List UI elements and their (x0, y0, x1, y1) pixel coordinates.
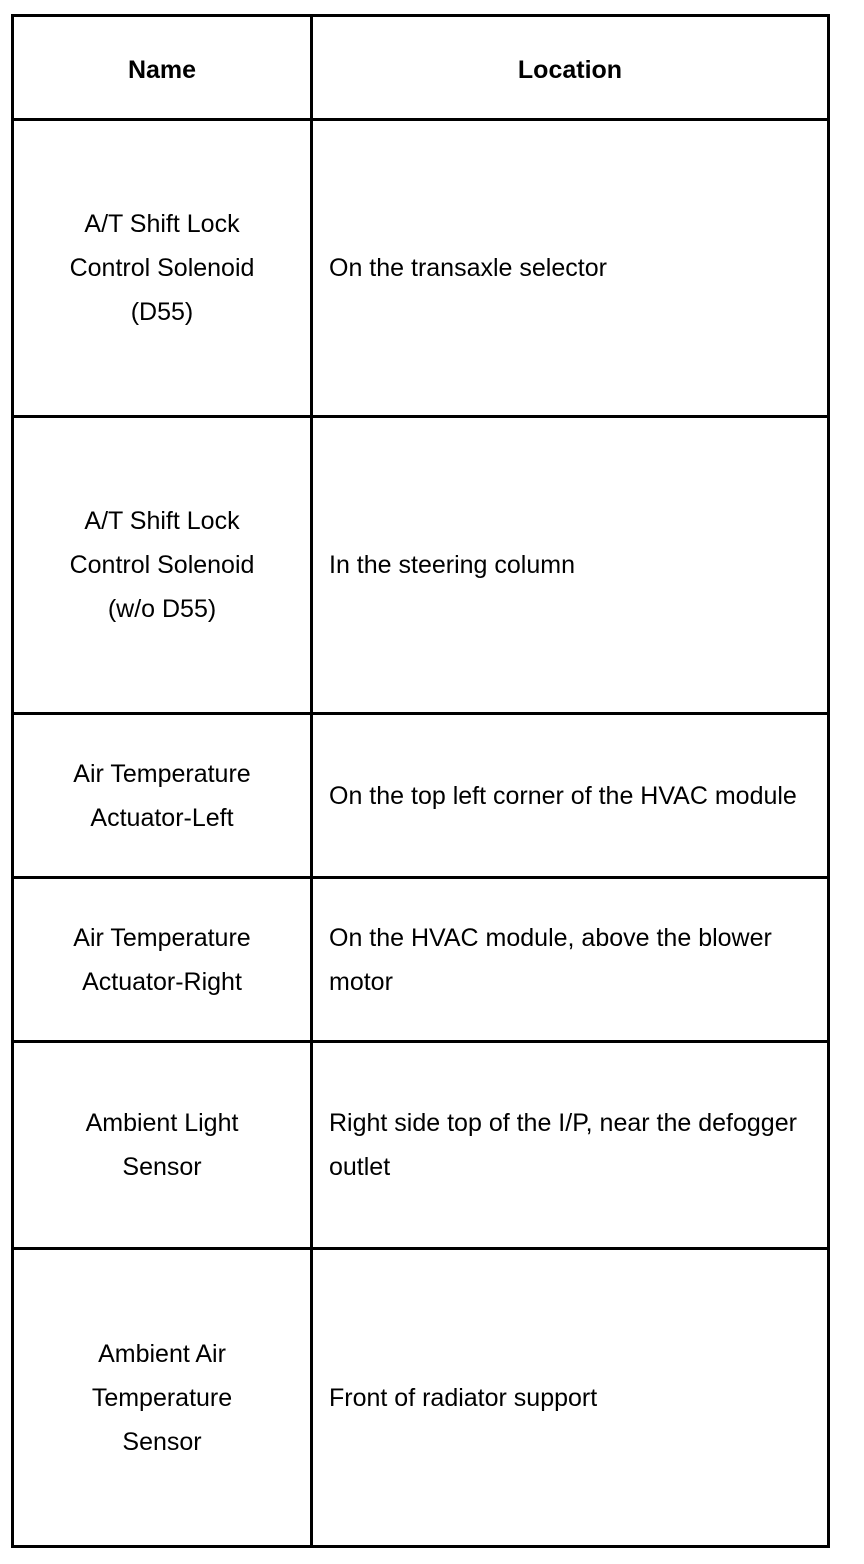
name-cell (13, 417, 312, 714)
location-cell: Front of radiator support (312, 1249, 829, 1547)
name-cell (13, 1249, 312, 1547)
name-line: A/T Shift Lock (84, 210, 240, 238)
header-location: Location (312, 16, 829, 120)
name-line: Ambient Air (98, 1339, 226, 1368)
table-row (13, 878, 829, 1042)
name-cell (13, 1042, 312, 1249)
table-header-row (13, 16, 829, 120)
name-line: Control Solenoid (69, 254, 255, 282)
table-row (13, 714, 829, 878)
name-line: Actuator-Right (82, 967, 242, 996)
table-row (13, 417, 829, 714)
location-cell: Right side top of the I/P, near the defogger outlet (312, 1042, 829, 1249)
name-line: Actuator-Left (90, 803, 234, 832)
name-line: Air Temperature (73, 759, 251, 788)
name-line: Control Solenoid (69, 551, 255, 579)
name-line: Temperature (91, 1383, 233, 1412)
location-cell: On the transaxle selector (312, 120, 829, 417)
name-line: Sensor (122, 1427, 202, 1456)
component-location-table (11, 14, 830, 1548)
name-line: (w/o D55) (107, 595, 217, 623)
name-cell (13, 120, 312, 417)
table-row (13, 1249, 829, 1547)
name-line: A/T Shift Lock (84, 507, 240, 535)
name-line: Ambient Light (85, 1109, 239, 1137)
location-cell: In the steering column (312, 417, 829, 714)
name-line: Air Temperature (73, 923, 251, 952)
location-cell: On the top left corner of the HVAC module (312, 714, 829, 878)
name-cell (13, 878, 312, 1042)
table-row (13, 120, 829, 417)
location-cell: On the HVAC module, above the blower motor (312, 878, 829, 1042)
name-line: Sensor (122, 1153, 202, 1181)
name-cell (13, 714, 312, 878)
header-name: Name (13, 16, 312, 120)
table-row (13, 1042, 829, 1249)
name-line: (D55) (130, 298, 194, 326)
